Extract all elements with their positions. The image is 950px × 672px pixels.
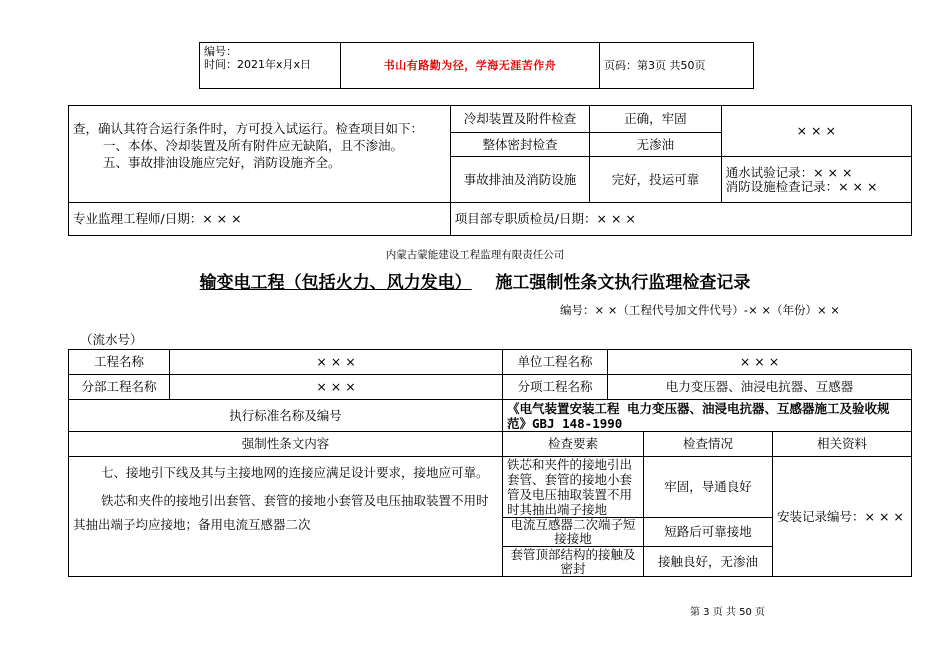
reference-cell: × × × bbox=[721, 106, 911, 157]
header-meta bbox=[200, 43, 341, 89]
header-number-label: 编号： bbox=[204, 45, 237, 58]
title-part-2: 施工强制性条文执行监理检查记录 bbox=[495, 273, 751, 293]
col-content-header: 强制性条文内容 bbox=[69, 432, 503, 457]
col-status-header: 检查情况 bbox=[644, 432, 773, 457]
inspector-signature: 项目部专职质检员/日期：× × × bbox=[450, 203, 911, 236]
check-point-cell: 整体密封检查 bbox=[450, 133, 589, 157]
fire-check-record: 消防设施检查记录：× × × bbox=[725, 178, 878, 194]
check-status-cell: 正确，牢固 bbox=[590, 106, 721, 133]
page-header bbox=[199, 42, 754, 89]
mandatory-clause-cell bbox=[69, 457, 503, 577]
serial-number-label: （流水号） bbox=[80, 332, 143, 347]
document-code: 编号：× ×（工程代号加文件代号）-× ×（年份）× × bbox=[560, 303, 840, 317]
col-points-header: 检查要素 bbox=[503, 432, 644, 457]
header-page-label: 页码：第3页 共50页 bbox=[600, 43, 754, 89]
header-time-label: 时间：2021年x月x日 bbox=[204, 58, 312, 71]
check-status-cell: 牢固，导通良好 bbox=[644, 457, 773, 518]
project-name-value: × × × bbox=[170, 350, 503, 375]
col-ref-header: 相关资料 bbox=[773, 432, 912, 457]
installation-record-cell: 安装记录编号：× × × bbox=[773, 457, 912, 577]
clause-intro: 查，确认其符合运行条件时，方可投入试运行。检查项目如下： bbox=[73, 121, 424, 136]
title-part-1: 输变电工程（包括火力、风力发电） bbox=[199, 273, 472, 293]
clause-seven: 七、接地引下线及其与主接地网的连接应满足设计要求，接地应可靠。 bbox=[101, 465, 489, 480]
check-status-cell: 接触良好，无渗油 bbox=[644, 547, 773, 577]
check-status-cell: 完好，投运可靠 bbox=[590, 157, 721, 203]
clause-item-1: 一、本体、冷却装置及所有附件应无缺陷，且不渗油。 bbox=[103, 138, 404, 153]
subitem-label: 分项工程名称 bbox=[503, 375, 608, 400]
check-status-cell: 无渗油 bbox=[590, 133, 721, 157]
subitem-value: 电力变压器、油浸电抗器、互感器 bbox=[608, 375, 912, 400]
water-test-record: 通水试验记录：× × × bbox=[725, 164, 853, 180]
division-label: 分部工程名称 bbox=[69, 375, 170, 400]
unit-name-label: 单位工程名称 bbox=[503, 350, 608, 375]
division-value: × × × bbox=[170, 375, 503, 400]
clause-grounding: 铁芯和夹件的接地引出套管、套管的接地小套管及电压抽取装置不用时其抽出端子均应接地；备用电流互感器二次 bbox=[73, 493, 489, 532]
standard-value: 《电气装置安装工程 电力变压器、油浸电抗器、互感器施工及验收规范》GBJ 148-1990 bbox=[503, 400, 912, 432]
header-motto: 书山有路勤为径，学海无涯苦作舟 bbox=[341, 43, 600, 89]
document-title bbox=[0, 268, 950, 293]
check-point-cell: 事故排油及消防设施 bbox=[450, 157, 589, 203]
continuation-table bbox=[68, 105, 912, 236]
unit-name-value: × × × bbox=[608, 350, 912, 375]
check-point-cell: 电流互感器二次端子短接接地 bbox=[503, 518, 644, 547]
check-point-cell: 铁芯和夹件的接地引出套管、套管的接地小套管及电压抽取装置不用时其抽出端子接地 bbox=[503, 457, 644, 518]
page-footer: 第 3 页 共 50 页 bbox=[690, 607, 765, 618]
reference-cell bbox=[721, 157, 911, 203]
check-point-cell: 套管顶部结构的接触及密封 bbox=[503, 547, 644, 577]
company-name: 内蒙古蒙能建设工程监理有限责任公司 bbox=[385, 249, 565, 261]
check-point-cell: 冷却装置及附件检查 bbox=[450, 106, 589, 133]
clause-text-cell bbox=[69, 106, 451, 203]
check-status-cell: 短路后可靠接地 bbox=[644, 518, 773, 547]
clause-item-5: 五、事故排油设施应完好，消防设施齐全。 bbox=[103, 155, 341, 170]
inspection-table bbox=[68, 349, 912, 577]
supervisor-signature: 专业监理工程师/日期：× × × bbox=[69, 203, 451, 236]
project-name-label: 工程名称 bbox=[69, 350, 170, 375]
standard-label: 执行标准名称及编号 bbox=[69, 400, 503, 432]
